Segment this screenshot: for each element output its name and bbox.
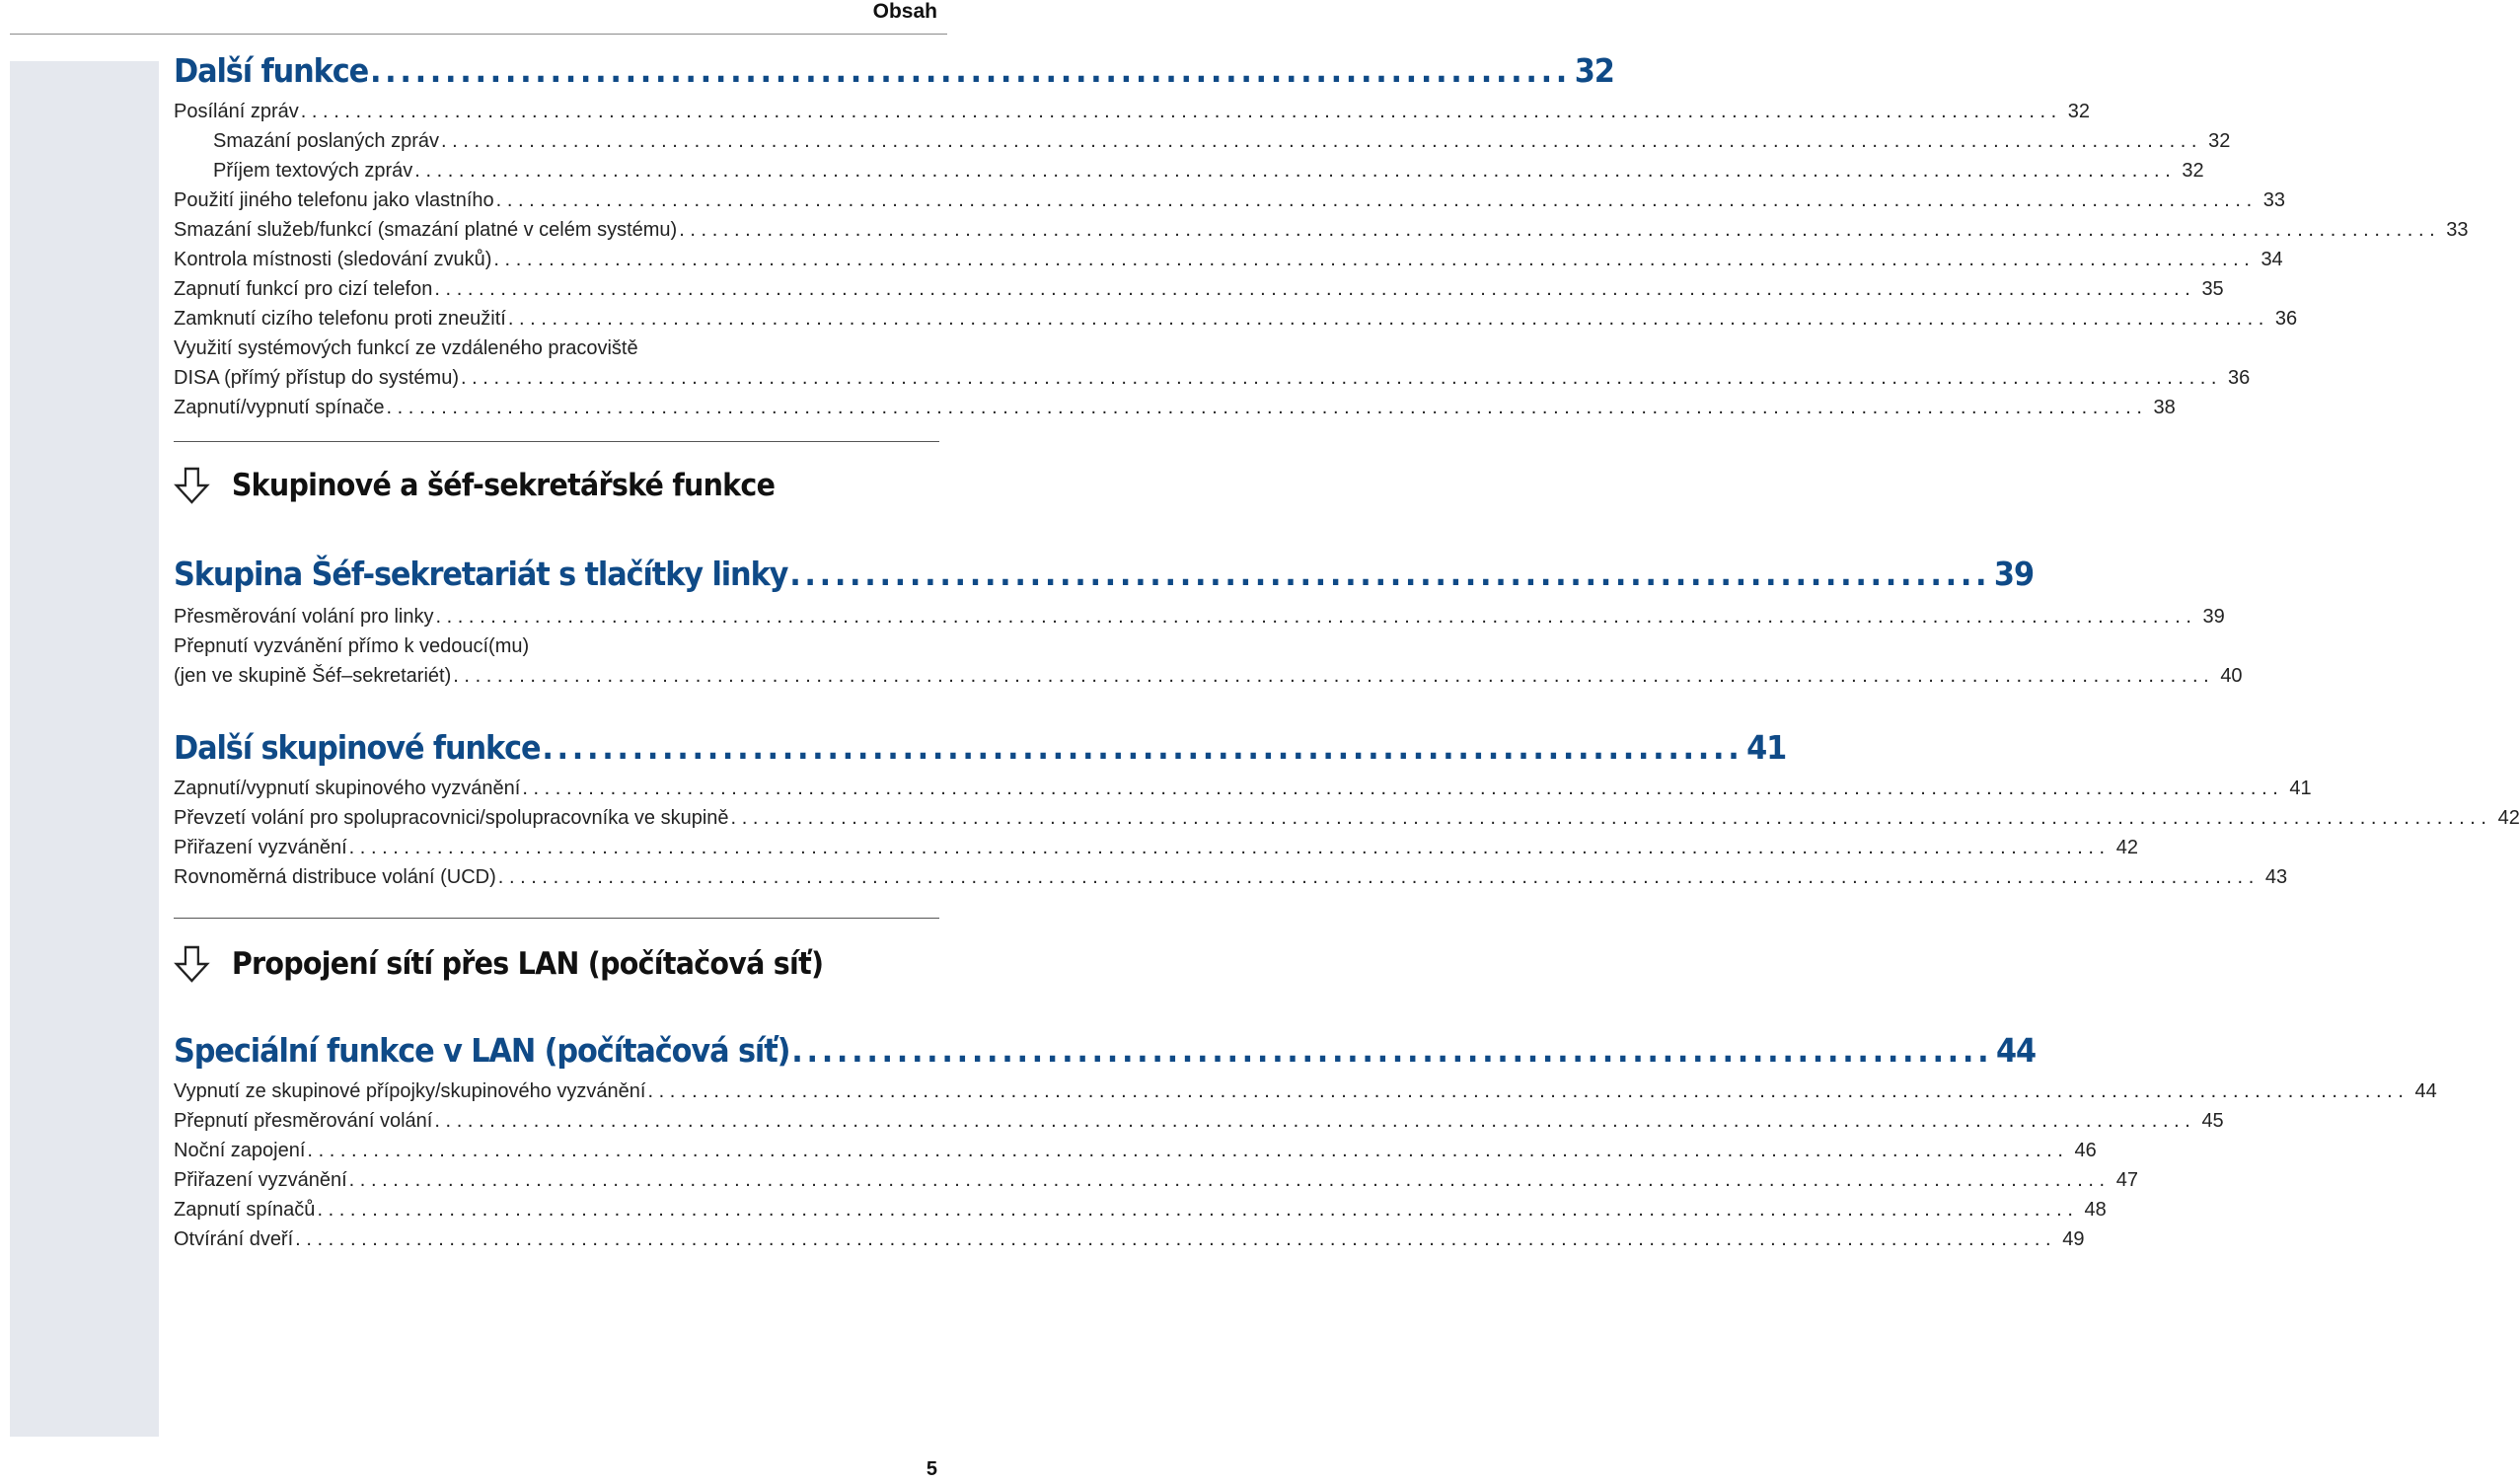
toc-entry-page: 36 xyxy=(2274,308,2298,330)
toc-entry-text: Použití jiného telefonu jako vlastního xyxy=(174,189,494,211)
toc-entry-text: Přepnutí přesměrování volání xyxy=(174,1110,433,1132)
toc-heading-page: 39 xyxy=(1993,555,2034,593)
dot-leader: ................................................................................................................................................................ xyxy=(414,160,2177,182)
dot-leader: ................................................................................................................................................................ xyxy=(522,778,2284,799)
toc-heading[interactable] xyxy=(174,1031,2037,1070)
toc-entry-page: 43 xyxy=(2264,866,2288,888)
toc-entry-page: 38 xyxy=(2153,397,2176,418)
toc-entry-page: 35 xyxy=(2201,278,2224,300)
toc-entry-page: 40 xyxy=(2220,665,2243,687)
toc-entry[interactable] xyxy=(174,249,2283,271)
dot-leader: ................................................................................ xyxy=(542,728,1743,767)
toc-entry-text: Zapnutí/vypnutí skupinového vyzvánění xyxy=(174,778,521,799)
toc-heading-page: 41 xyxy=(1746,728,1787,767)
section-rule xyxy=(174,918,939,919)
toc-entry-text: Přesměrování volání pro linky xyxy=(174,606,434,628)
toc-entry[interactable] xyxy=(174,308,2298,331)
toc-heading-title: Speciální funkce v LAN (počítačová síť) xyxy=(174,1031,790,1070)
toc-entry-text: Přiřazení vyzvánění xyxy=(174,837,347,858)
toc-heading[interactable] xyxy=(174,728,1787,767)
toc-entry-text: Rovnoměrná distribuce volání (UCD) xyxy=(174,866,496,888)
toc-entry[interactable] xyxy=(174,665,2243,688)
dot-leader: ................................................................................................................................................................ xyxy=(493,249,2256,270)
toc-entry-page: 33 xyxy=(2262,189,2285,211)
toc-entry[interactable] xyxy=(174,278,2224,301)
down-arrow-icon xyxy=(174,466,210,505)
dot-leader: ................................................................................................................................................................ xyxy=(495,189,2258,211)
toc-entry-page: 32 xyxy=(2067,101,2091,122)
down-arrow-icon xyxy=(174,944,210,984)
dot-leader: ................................................................................ xyxy=(789,555,1991,593)
dot-leader: ................................................................................................................................................................ xyxy=(295,1228,2057,1250)
toc-entry[interactable] xyxy=(174,1169,2138,1192)
dot-leader: ................................................................................................................................................................ xyxy=(507,308,2269,330)
dot-leader: ................................................................................ xyxy=(791,1031,1993,1070)
dot-leader: ................................................................................................................................................................ xyxy=(317,1199,2079,1221)
section-rule xyxy=(174,441,939,442)
toc-entry[interactable] xyxy=(174,219,2469,242)
toc-heading-page: 32 xyxy=(1574,51,1614,90)
toc-entry-text: Využití systémových funkcí ze vzdáleného pracoviště xyxy=(174,337,638,359)
toc-entry-text: Kontrola místnosti (sledování zvuků) xyxy=(174,249,492,270)
toc-entry[interactable] xyxy=(174,778,2312,800)
toc-entry[interactable] xyxy=(174,101,2091,123)
toc-entry-text: Přepnutí vyzvánění přímo k vedoucí(mu) xyxy=(174,635,530,657)
section-title xyxy=(174,466,775,505)
toc-entry-page: 48 xyxy=(2084,1199,2107,1221)
toc-entry[interactable] xyxy=(174,837,2138,859)
section-title xyxy=(174,944,823,984)
toc-entry-text: Převzetí volání pro spolupracovnici/spolupracovníka ve skupině xyxy=(174,807,729,829)
toc-entry-page: 42 xyxy=(2115,837,2138,858)
dot-leader: ................................................................................................................................................................ xyxy=(679,219,2441,241)
dot-leader: ................................................................................................................................................................ xyxy=(386,397,2148,418)
dot-leader: ................................................................................................................................................................ xyxy=(434,1110,2196,1132)
toc-entry-text: Příjem textových zpráv xyxy=(213,160,413,182)
toc-entry[interactable] xyxy=(174,397,2176,419)
dot-leader: ................................................................................................................................................................ xyxy=(300,101,2062,122)
toc-entry-page: 32 xyxy=(2182,160,2204,182)
toc-entry[interactable] xyxy=(174,635,939,658)
toc-heading-page: 44 xyxy=(1996,1031,2037,1070)
dot-leader: ................................................................................................................................................................ xyxy=(441,130,2203,152)
toc-entry-text: Přiřazení vyzvánění xyxy=(174,1169,347,1191)
dot-leader: ................................................................................................................................................................ xyxy=(460,367,2223,389)
toc-entry-page: 47 xyxy=(2115,1169,2138,1191)
toc-entry[interactable] xyxy=(174,807,2520,830)
dot-leader: ................................................................................................................................................................ xyxy=(647,1080,2409,1102)
toc-entry-text: (jen ve skupině Šéf–sekretariét) xyxy=(174,665,452,687)
toc-entry-page: 34 xyxy=(2261,249,2283,270)
toc-heading-title: Skupina Šéf-sekretariát s tlačítky linky xyxy=(174,555,788,593)
dot-leader: ................................................................................................................................................................ xyxy=(453,665,2215,687)
toc-entry-text: Smazání poslaných zpráv xyxy=(213,130,440,152)
toc-entry-page: 32 xyxy=(2208,130,2231,152)
toc-entry-page: 42 xyxy=(2497,807,2520,829)
toc-entry-page: 33 xyxy=(2446,219,2469,241)
toc-entry[interactable] xyxy=(174,1228,2085,1251)
toc-entry-text: Zapnutí spínačů xyxy=(174,1199,316,1221)
toc-entry-text: DISA (přímý přístup do systému) xyxy=(174,367,459,389)
dot-leader: ................................................................................................................................................................ xyxy=(730,807,2492,829)
toc-entry[interactable] xyxy=(174,367,2251,390)
toc-entry[interactable] xyxy=(174,189,2285,212)
toc-entry-text: Smazání služeb/funkcí (smazání platné v celém systému) xyxy=(174,219,678,241)
toc-entry[interactable] xyxy=(174,337,939,360)
toc-entry[interactable] xyxy=(174,606,2225,629)
section-title-text: Propojení sítí přes LAN (počítačová síť) xyxy=(231,946,824,982)
toc-entry-text: Zapnutí funkcí pro cizí telefon xyxy=(174,278,433,300)
toc-entry-page: 49 xyxy=(2062,1228,2085,1250)
running-header-label: Obsah xyxy=(872,0,937,23)
toc-entry-text: Otvírání dveří xyxy=(174,1228,294,1250)
dot-leader: ................................................................................ xyxy=(369,51,1572,90)
toc-entry-page: 36 xyxy=(2228,367,2251,389)
toc-heading-title: Další funkce xyxy=(174,51,369,90)
toc-entry-text: Noční zapojení xyxy=(174,1140,306,1161)
dot-leader: ................................................................................................................................................................ xyxy=(435,606,2197,628)
toc-entry-page: 39 xyxy=(2202,606,2225,628)
dot-leader: ................................................................................................................................................................ xyxy=(348,837,2111,858)
toc-entry-text: Zamknutí cizího telefonu proti zneužití xyxy=(174,308,506,330)
toc-heading[interactable] xyxy=(174,555,2034,593)
toc-entry[interactable] xyxy=(174,1110,2224,1133)
toc-entry-text: Vypnutí ze skupinové přípojky/skupinového vyzvánění xyxy=(174,1080,646,1102)
section-title-text: Skupinové a šéf-sekretářské funkce xyxy=(231,468,776,503)
left-margin-panel xyxy=(10,61,159,1437)
header-rule xyxy=(10,34,947,35)
toc-entry-text: Posílání zpráv xyxy=(174,101,299,122)
toc-entry[interactable] xyxy=(174,1140,2097,1162)
toc-entry[interactable] xyxy=(213,130,2231,153)
dot-leader: ................................................................................................................................................................ xyxy=(307,1140,2069,1161)
dot-leader: ................................................................................................................................................................ xyxy=(497,866,2260,888)
toc-entry-page: 44 xyxy=(2414,1080,2437,1102)
dot-leader: ................................................................................................................................................................ xyxy=(434,278,2196,300)
toc-entry[interactable] xyxy=(174,866,2288,889)
toc-heading-title: Další skupinové funkce xyxy=(174,728,541,767)
toc-entry[interactable] xyxy=(213,160,2204,183)
dot-leader: ................................................................................................................................................................ xyxy=(348,1169,2111,1191)
toc-heading[interactable] xyxy=(174,51,1614,90)
toc-entry-page: 46 xyxy=(2074,1140,2097,1161)
toc-entry[interactable] xyxy=(174,1080,2437,1103)
toc-entry[interactable] xyxy=(174,1199,2107,1222)
page-number: 5 xyxy=(926,1458,937,1480)
toc-entry-text: Zapnutí/vypnutí spínače xyxy=(174,397,385,418)
toc-entry-page: 45 xyxy=(2201,1110,2224,1132)
toc-entry-page: 41 xyxy=(2289,778,2312,799)
